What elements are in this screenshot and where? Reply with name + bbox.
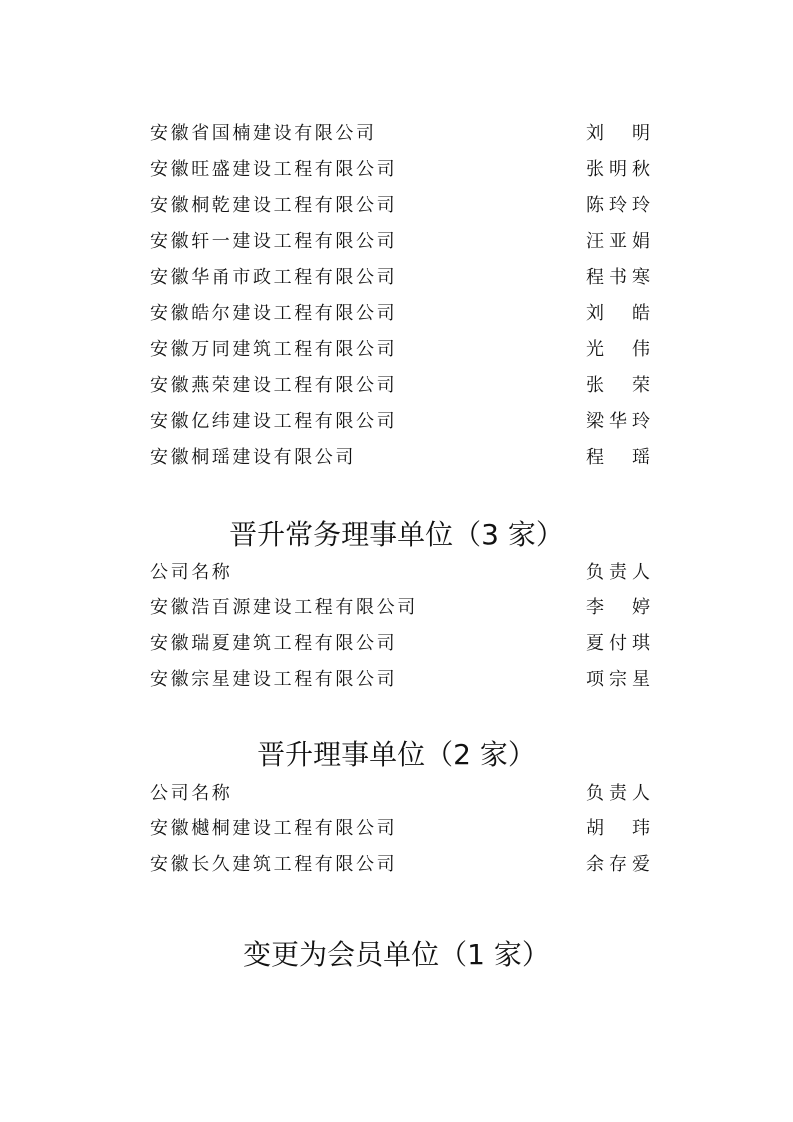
person-name: 张明秋 <box>586 159 650 180</box>
person-name: 光 伟 <box>586 339 650 360</box>
company-name: 安徽华甬市政工程有限公司 <box>150 267 398 288</box>
person-name: 张 荣 <box>586 375 650 396</box>
list-item <box>150 299 650 329</box>
company-name: 安徽长久建筑工程有限公司 <box>150 854 398 875</box>
company-name: 安徽省国楠建设有限公司 <box>150 123 377 144</box>
company-name: 安徽桐瑶建设有限公司 <box>150 447 356 468</box>
list-item <box>150 850 650 880</box>
person-name: 汪亚娟 <box>586 231 650 252</box>
column-header-person: 负责人 <box>586 562 650 583</box>
person-name: 梁华玲 <box>586 411 650 432</box>
person-name: 项宗星 <box>586 669 650 690</box>
section-heading-member: 变更为会员单位（1 家） <box>243 938 550 971</box>
table-header <box>150 558 650 588</box>
company-name: 安徽燕荣建设工程有限公司 <box>150 375 398 396</box>
section-heading-standing-director: 晋升常务理事单位（3 家） <box>229 518 564 551</box>
company-name: 安徽樾桐建设工程有限公司 <box>150 818 398 839</box>
person-name: 胡 玮 <box>586 818 650 839</box>
company-name: 安徽瑞夏建筑工程有限公司 <box>150 633 398 654</box>
column-header-company: 公司名称 <box>150 562 233 583</box>
section-heading-director: 晋升理事单位（2 家） <box>257 738 536 771</box>
list-item <box>150 629 650 659</box>
person-name: 李 婷 <box>586 597 650 618</box>
company-name: 安徽轩一建设工程有限公司 <box>150 231 398 252</box>
column-header-person: 负责人 <box>586 783 650 804</box>
list-item <box>150 665 650 695</box>
company-name: 安徽亿纬建设工程有限公司 <box>150 411 398 432</box>
company-name: 安徽万同建筑工程有限公司 <box>150 339 398 360</box>
person-name: 程 瑶 <box>586 447 650 468</box>
company-name: 安徽浩百源建设工程有限公司 <box>150 597 418 618</box>
list-item <box>150 371 650 401</box>
person-name: 刘 皓 <box>586 303 650 324</box>
person-name: 夏付琪 <box>586 633 650 654</box>
person-name: 陈玲玲 <box>586 195 650 216</box>
table-header <box>150 779 650 809</box>
list-item <box>150 593 650 623</box>
company-name: 安徽皓尔建设工程有限公司 <box>150 303 398 324</box>
list-item <box>150 263 650 293</box>
list-item <box>150 191 650 221</box>
list-item <box>150 814 650 844</box>
list-item <box>150 155 650 185</box>
company-name: 安徽旺盛建设工程有限公司 <box>150 159 398 180</box>
company-name: 安徽桐乾建设工程有限公司 <box>150 195 398 216</box>
list-item <box>150 227 650 257</box>
person-name: 刘 明 <box>586 123 650 144</box>
list-item <box>150 335 650 365</box>
list-item <box>150 119 650 149</box>
list-item <box>150 407 650 437</box>
person-name: 余存爱 <box>586 854 650 875</box>
company-name: 安徽宗星建设工程有限公司 <box>150 669 398 690</box>
list-item <box>150 443 650 473</box>
person-name: 程书寒 <box>586 267 650 288</box>
column-header-company: 公司名称 <box>150 783 233 804</box>
